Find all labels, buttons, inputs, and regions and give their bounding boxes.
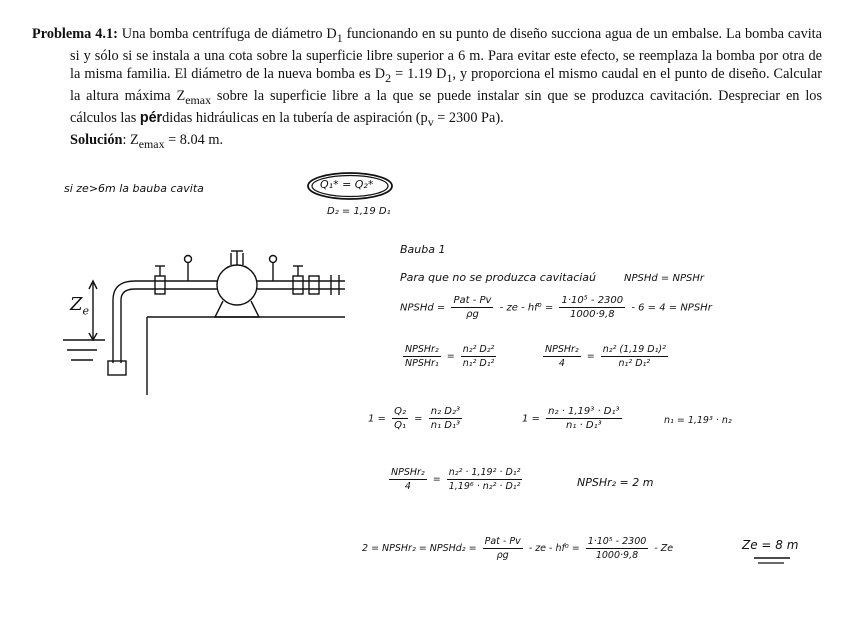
npsh2-den: 4	[404, 481, 411, 492]
final-lhs: 2 = NPSHr₂ = NPSHd₂ =	[362, 543, 477, 554]
flow-ratio-line: 1 = $\frac{\text{Q₂}}{\text{Q₁}}$ = $\frac{\text{n₂ D₂³}}{\text{n₁ D₁³}}$	[368, 406, 460, 431]
problem-text-2: funcionando en su punto de diseño succiona agua de un embalse. La bomba cavita si y sólo si se instala a una cota sobre la superficie libre superior a 6 m. Para evitar este efecto, se reemplaza la bomba por otra de la misma familia. El diámetro de la nueva bomba es D	[70, 26, 823, 83]
problem-paragraph	[32, 25, 822, 131]
one-eq: 1 =	[368, 413, 386, 425]
npsh2-num: NPSHr₂	[391, 467, 425, 478]
para-que-line: Para que no se produzca cavitaciaú	[400, 271, 597, 284]
npsh2-ratio	[389, 466, 427, 493]
problem-text-4: , y proporciona el mismo caudal en el punto de diseño. Calcular la altura máxima Z	[70, 66, 822, 105]
problem-sub-6: v	[427, 115, 434, 130]
npshd-line	[400, 294, 712, 321]
ratio2-rhs-num: n₂² (1,19 D₁)²	[602, 344, 666, 355]
final-result: Ze = 8 m	[742, 538, 799, 552]
final-pat: Pat - Pv	[484, 536, 521, 547]
n-d-ratio	[461, 343, 497, 370]
problem-sub-4: emax	[185, 93, 212, 108]
ratio-num: NPSHr₂	[405, 344, 439, 355]
solution-value: = 8.04 m.	[164, 132, 224, 149]
q-equal: Q₁* = Q₂*	[320, 178, 374, 191]
ratio-den: NPSHr₁	[405, 358, 439, 369]
flow-ratio-line-2	[522, 405, 625, 432]
npsh-equal: NPSHd = NPSHr	[624, 273, 704, 284]
final-line	[362, 535, 673, 562]
value-result: - 6 = 4 = NPSHr	[631, 302, 712, 314]
bomba-title: Bauba 1	[400, 243, 446, 256]
solution-line	[32, 131, 822, 153]
npsh2-rhs-num: n₂² · 1,19² · D₁²	[448, 467, 521, 478]
problem-sub-1: 1	[336, 30, 343, 45]
z-sub: e	[82, 304, 90, 318]
rho-g-den: ρg	[466, 309, 479, 320]
problem-bold-fragment: pér	[139, 110, 163, 127]
final-pat-fraction	[483, 535, 523, 562]
q2-rhs	[546, 405, 621, 432]
q-rhs	[429, 405, 462, 432]
npsh2-rhs-den: 1,19⁶ · n₂² · D₁²	[448, 481, 521, 492]
pat-pv-num: Pat - Pv	[453, 295, 492, 306]
n-d-ratio-2	[601, 343, 668, 370]
ratio2-den: 4	[558, 358, 565, 369]
minus-ze-hf: - ze - hf⁰ =	[499, 302, 554, 314]
ratio-rhs-num: n₂² D₂²	[462, 344, 495, 355]
solution-label: Solución	[70, 132, 123, 149]
npsh2-rhs	[447, 466, 523, 493]
q2-rhs-den: n₁ · D₁³	[566, 420, 602, 431]
ratio-rhs-den: n₁² D₁²	[462, 358, 495, 369]
z-label	[70, 294, 89, 318]
ratio2-num: NPSHr₂	[545, 344, 579, 355]
problem-label: Problema 4.1:	[32, 26, 118, 42]
pat-pv-fraction	[451, 294, 493, 321]
ratio-line-1: $\frac{\text{NPSHr₂}}{\text{NPSHr₁}}$ = $\frac{\text{n₂² D₂²}}{\text{n₁² D₁²}}$	[405, 344, 495, 369]
npsh2-result: NPSHr₂ = 2 m	[577, 476, 654, 489]
one-eq-2: 1 =	[522, 413, 540, 425]
cavitation-condition: si ze>6m la bauba cavita	[64, 182, 204, 195]
npsh-ratio	[403, 343, 441, 370]
final-value-fraction	[586, 535, 649, 562]
ratio-line-2: $\frac{\text{NPSHr₂}}{4}$ = $\frac{\text{n₂² (1,19 D₁)²}}{\text{n₁² D₁²}}$	[545, 344, 666, 369]
q2-rhs-num: n₂ · 1,19³ · D₁³	[548, 406, 620, 417]
problem-text-6: didas hidráulicas en la tubería de aspiración (p	[162, 110, 428, 127]
q-ratio-den: Q₁	[394, 420, 406, 431]
q-rhs-num: n₂ D₂³	[430, 406, 460, 417]
npshd-label: NPSHd =	[400, 302, 446, 314]
n1-equation: n₁ = 1,19³ · n₂	[664, 415, 732, 426]
ratio2-rhs-den: n₁² D₁²	[618, 358, 651, 369]
problem-sub-3: 1	[446, 71, 453, 86]
npsh2-line: $\frac{\text{NPSHr₂}}{4}$ = $\frac{\text{n₂² · 1,19² · D₁²}}{\text{1,19⁶ · n₂² · D₁²}}$	[391, 467, 521, 492]
q-rhs-den: n₁ D₁³	[430, 420, 460, 431]
problem-text-1: Una bomba centrífuga de diámetro D	[121, 26, 337, 42]
problem-sub-2: 2	[385, 71, 392, 86]
final-mid: - ze - hf⁰ =	[528, 543, 580, 554]
value-num: 1·10⁵ - 2300	[561, 295, 624, 306]
q-ratio-num: Q₂	[394, 406, 406, 417]
problem-statement	[32, 25, 822, 154]
final-rho: ρg	[496, 550, 509, 561]
final-den: 1000·9,8	[595, 550, 639, 561]
problem-text-7: = 2300 Pa).	[433, 110, 504, 127]
final-num: 1·10⁵ - 2300	[587, 536, 647, 547]
d2-equation: D₂ = 1,19 D₁	[327, 206, 391, 217]
solution-text: : Z	[122, 132, 139, 149]
npsh-ratio-2	[543, 343, 581, 370]
q-ratio	[392, 405, 408, 432]
problem-text-3: = 1.19 D	[391, 66, 447, 83]
value-fraction	[559, 294, 625, 321]
solution-sub: emax	[138, 137, 165, 152]
final-result-underline	[752, 555, 792, 567]
value-den: 1000·9,8	[570, 309, 615, 320]
pump-diagram	[55, 245, 355, 400]
z-letter: Z	[70, 294, 83, 315]
final-ze: - Ze	[654, 543, 674, 554]
problem-text-5: sobre la superficie libre a la que se puede instalar sin que se produzca cavitación. Despreciar en los cálculos las	[70, 88, 823, 127]
